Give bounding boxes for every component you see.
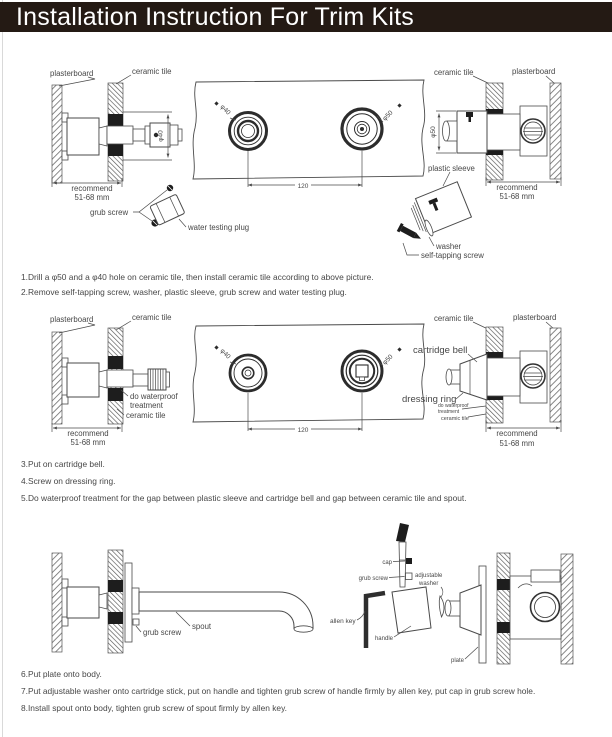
self-tapping-screw-part [397, 223, 423, 243]
valve-rear-body [487, 358, 520, 396]
label-plastic-sleeve: plastic sleeve [428, 164, 475, 173]
cartridge-bell-part [460, 354, 487, 400]
cartridge-broach [356, 365, 368, 377]
instruction-line-1: 1.Drill a φ50 and a φ40 hole on ceramic tile, then install ceramic tile according to above picture. [21, 272, 374, 282]
dim-120-label: 120 [297, 183, 309, 190]
label-recommend: recommend [71, 184, 113, 193]
label-dressing-ring: dressing ring [402, 394, 457, 405]
label-cartridge-bell: cartridge bell [413, 345, 468, 356]
plug-collar [145, 126, 150, 144]
tile-seal [108, 612, 123, 624]
tile-panel-outline [193, 80, 425, 179]
label-plasterboard: plasterboard [50, 315, 94, 324]
step1-tile-panel [193, 80, 425, 190]
plasterboard-wall [561, 554, 573, 664]
valve-neck [99, 593, 107, 609]
tile-seal [108, 356, 123, 369]
trim-cap [443, 121, 450, 141]
label-hole50: φ50 [381, 353, 395, 367]
cap-part [406, 558, 412, 564]
valve-body [67, 587, 99, 618]
instructions-group-3 [21, 669, 606, 720]
title-bar [0, 2, 612, 32]
cartridge-shaft [133, 374, 148, 386]
step1-plastic-sleeve-parts [397, 164, 484, 260]
plasterboard-wall [52, 553, 62, 652]
label-recommend-range: 51-68 mm [499, 439, 535, 448]
label-washer: washer [436, 242, 462, 251]
tile-seal [108, 144, 123, 156]
handle-body [392, 587, 431, 633]
label-recommend: recommend [496, 183, 538, 192]
wall-plate [125, 563, 132, 642]
label-plasterboard: plasterboard [50, 69, 94, 78]
step2-right-assembly [402, 313, 561, 448]
label-ceramic-tile-2: ceramic tile [126, 411, 166, 420]
tile-seal [497, 579, 510, 590]
step2-diagram [0, 306, 612, 454]
step1-left-assembly [50, 67, 182, 202]
step2-tile-panel [193, 324, 425, 434]
label-ceramic-tile-small: ceramic tile [441, 416, 469, 422]
step3-diagram [0, 516, 612, 666]
label-adjustable: adjustable [415, 573, 443, 579]
step3-handle-parts [330, 523, 444, 648]
trim-sleeve [457, 111, 487, 153]
label-hole40: φ40 [218, 103, 232, 117]
instruction-line-8: 8.Install spout onto body, tighten grub screw of spout firmly by allen key. [21, 703, 287, 713]
sleeve-screw [466, 112, 473, 117]
tile-seal [108, 114, 123, 126]
step1-right-assembly [430, 67, 561, 201]
label-grub-screw: grub screw [358, 576, 388, 582]
plasterboard-wall [550, 83, 561, 179]
label-self-tapping-screw: self-tapping screw [421, 251, 484, 260]
ceramic-tile-wall [497, 553, 510, 664]
plastic-sleeve-part [409, 182, 472, 237]
dim-phi50-label: φ50 [430, 126, 437, 138]
plasterboard-wall [550, 328, 561, 422]
valve-neck [99, 370, 107, 388]
label-do-waterproof: do waterproof [130, 392, 178, 401]
tile-panel-outline [193, 324, 425, 422]
cartridge-stick [133, 129, 145, 141]
label-recommend-range: 51-68 mm [499, 192, 535, 201]
label-grub-screw: grub screw [143, 628, 182, 637]
grub-screw-hole [133, 619, 139, 625]
ceramic-tile-wall [108, 550, 123, 653]
spout-part [139, 592, 313, 629]
label-cap: cap [382, 560, 392, 566]
label-recommend-range: 51-68 mm [74, 193, 110, 202]
label-hole50: φ50 [381, 109, 395, 123]
tile-seal [497, 622, 510, 633]
valve-pipe [107, 370, 133, 387]
label-do-waterproof-small: do waterproof [438, 403, 469, 409]
label-allen-key: allen key [330, 618, 356, 625]
plasterboard-wall [52, 332, 62, 424]
step3-left-assembly [52, 550, 313, 653]
label-recommend: recommend [496, 429, 538, 438]
label-treatment-small: treatment [438, 409, 460, 415]
instruction-line-4: 4.Screw on dressing ring. [21, 476, 116, 486]
instruction-line-3: 3.Put on cartridge bell. [21, 459, 105, 469]
step2-left-assembly [50, 313, 179, 447]
plasterboard-wall [52, 85, 62, 183]
tile-seal [108, 580, 123, 592]
label-plasterboard: plasterboard [512, 67, 556, 76]
instruction-line-5: 5.Do waterproof treatment for the gap between plastic sleeve and cartridge bell and gap between ceramic tile and spout. [21, 493, 467, 503]
dim-120-label: 120 [297, 427, 309, 434]
label-ceramic-tile: ceramic tile [132, 313, 172, 322]
label-ceramic-tile: ceramic tile [132, 67, 172, 76]
label-ceramic-tile: ceramic tile [434, 314, 474, 323]
label-adjustable-washer: washer [419, 581, 439, 587]
valve-inlet [521, 119, 545, 143]
handle-stem [399, 542, 406, 587]
valve-body [67, 363, 99, 397]
label-handle: handle [374, 636, 393, 642]
valve-body [67, 118, 99, 155]
step1-diagram [0, 58, 612, 270]
grub-screw-part [406, 573, 413, 580]
dim-phi40-label: φ40 [157, 130, 165, 142]
label-water-testing-plug: water testing plug [188, 223, 250, 232]
instruction-line-2: 2.Remove self-tapping screw, washer, plastic sleeve, grub screw and water testing plug. [21, 287, 347, 297]
cartridge-bell-part [460, 585, 481, 635]
cartridge-stick [148, 369, 170, 390]
valve-top-connector [531, 570, 560, 582]
label-recommend: recommend [67, 429, 109, 438]
plug-cap [170, 125, 178, 145]
step1-grub-screw-and-plug [90, 185, 249, 232]
adjustable-washer-part [439, 596, 444, 617]
label-treatment: treatment [130, 401, 163, 410]
valve-inlet [521, 364, 545, 388]
spout-hub [132, 588, 139, 614]
page-title: Installation Instruction For Trim Kits [16, 3, 415, 31]
step3-right-assembly [445, 553, 573, 664]
handle-lever [396, 523, 409, 542]
label-plasterboard: plasterboard [513, 313, 557, 322]
label-spout: spout [192, 622, 212, 631]
instructions-group-2 [21, 459, 606, 510]
instructions-group-1 [21, 272, 606, 302]
valve-neck [99, 126, 107, 146]
label-plate: plate [450, 658, 464, 664]
instruction-line-6: 6.Put plate onto body. [21, 669, 102, 679]
valve-rear-body [487, 114, 520, 150]
label-recommend-range: 51-68 mm [70, 438, 106, 447]
label-hole40: φ40 [218, 347, 232, 361]
plug-tip [178, 129, 182, 141]
valve-pipe [107, 126, 133, 144]
label-ceramic-tile: ceramic tile [434, 68, 474, 77]
instruction-line-7: 7.Put adjustable washer onto cartridge stick, put on handle and tighten grub screw of handle firmly by allen key, put cap in grub screw hole. [21, 686, 536, 696]
spout-tip [294, 626, 313, 632]
tile-seal [108, 388, 123, 401]
label-grub-screw: grub screw [90, 208, 129, 217]
